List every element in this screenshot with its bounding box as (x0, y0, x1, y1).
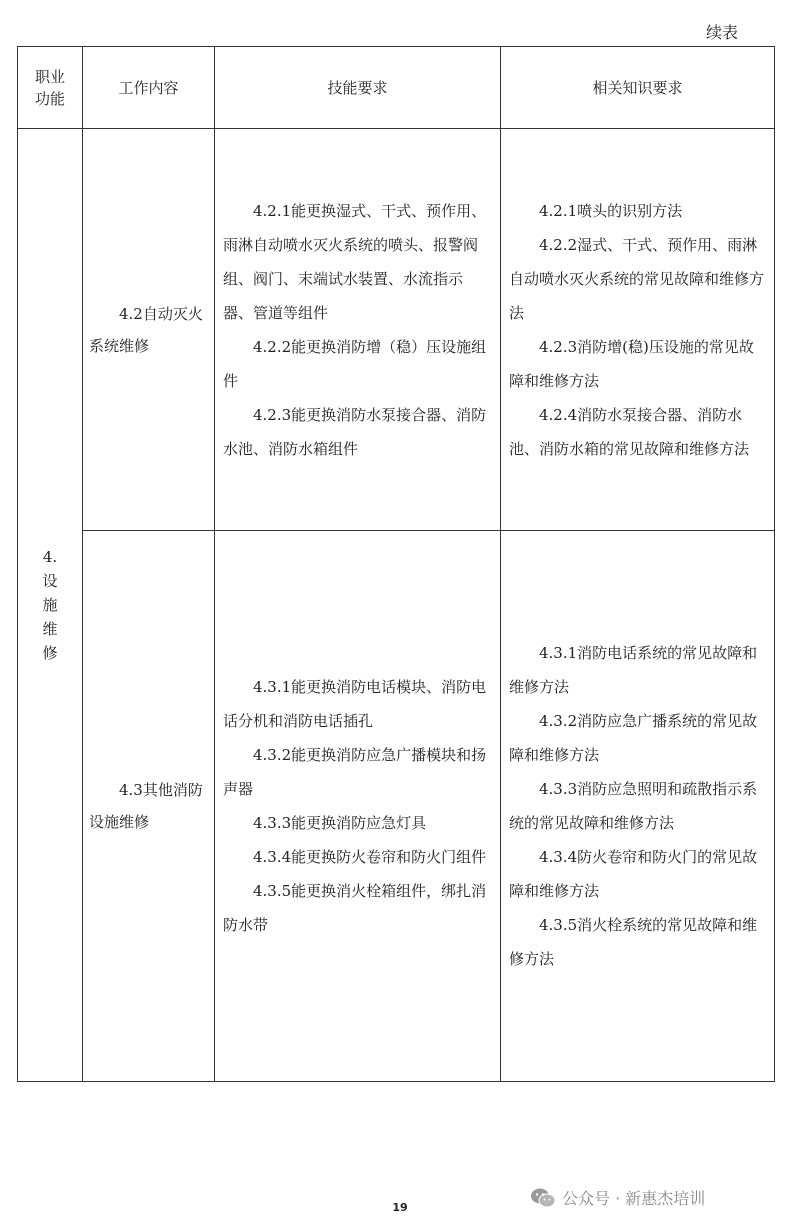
skill-item: 4.3.4能更换防火卷帘和防火门组件 (253, 848, 487, 866)
function-label: 4.设施维修 (42, 548, 58, 662)
skill-item: 4.3.1能更换消防电话模块、消防电话分机和消防电话插孔 (223, 678, 487, 730)
knowledge-item: 4.3.5消火栓系统的常见故障和维修方法 (509, 916, 758, 968)
knowledge-item: 4.2.4消防水泵接合器、消防水池、消防水箱的常见故障和维修方法 (509, 405, 750, 458)
table-row (18, 129, 775, 531)
header-knowledge-requirements: 相关知识要求 (501, 47, 775, 129)
header-work-content: 工作内容 (83, 47, 215, 129)
knowledge-item: 4.2.1喷头的识别方法 (539, 201, 683, 220)
skills-cell (215, 129, 501, 531)
knowledge-item: 4.3.2消防应急广播系统的常见故障和维修方法 (509, 712, 758, 764)
table-header-row (18, 47, 775, 129)
skills-cell (215, 531, 501, 1082)
skill-item: 4.3.5能更换消火栓箱组件，绑扎消防水带 (223, 882, 487, 934)
skill-item: 4.3.2能更换消防应急广播模块和扬声器 (223, 746, 487, 798)
header-function: 职业功能 (18, 47, 83, 129)
work-content-cell (83, 129, 215, 531)
skill-item: 4.3.3能更换消防应急灯具 (253, 814, 427, 832)
work-content-cell (83, 531, 215, 1082)
wechat-icon (530, 1187, 556, 1209)
skill-item: 4.2.2能更换消防增（稳）压设施组件 (223, 337, 487, 390)
function-cell (18, 129, 83, 1082)
watermark (530, 1186, 705, 1209)
watermark-text: 公众号 · 新惠杰培训 (562, 1189, 706, 1208)
skills-table (17, 46, 775, 1082)
knowledge-item: 4.3.3消防应急照明和疏散指示系统的常见故障和维修方法 (509, 780, 758, 832)
page-number: 19 (392, 1201, 408, 1214)
knowledge-cell (501, 531, 775, 1082)
header-skill-requirements: 技能要求 (215, 47, 501, 129)
skill-item: 4.2.3能更换消防水泵接合器、消防水池、消防水箱组件 (223, 405, 487, 458)
knowledge-cell (501, 129, 775, 531)
knowledge-item: 4.2.3消防增(稳)压设施的常见故障和维修方法 (509, 337, 754, 390)
skill-item: 4.2.1能更换湿式、干式、预作用、雨淋自动喷水灭火系统的喷头、报警阀组、阀门、末端试水装置、水流指示器、管道等组件 (223, 201, 487, 322)
knowledge-item: 4.2.2湿式、干式、预作用、雨淋自动喷水灭火系统的常见故障和维修方法 (509, 235, 765, 322)
knowledge-item: 4.3.4防火卷帘和防火门的常见故障和维修方法 (509, 848, 758, 900)
table-row (18, 531, 775, 1082)
continued-table-label: 续表 (706, 23, 739, 42)
work-content-label: 4.2自动灭火系统维修 (89, 304, 203, 355)
knowledge-item: 4.3.1消防电话系统的常见故障和维修方法 (509, 644, 758, 696)
work-content-label: 4.3其他消防设施维修 (89, 781, 203, 831)
